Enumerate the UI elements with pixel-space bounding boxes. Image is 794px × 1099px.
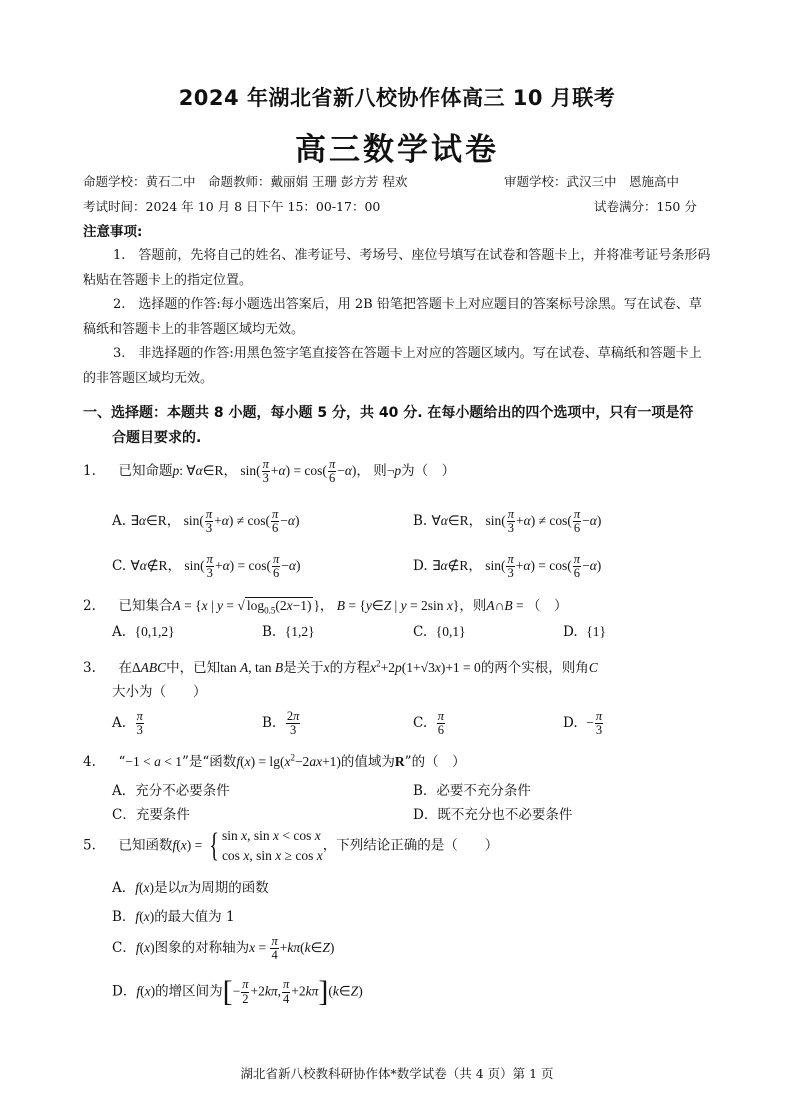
- exam-title: 2024 年湖北省新八校协作体高三 10 月联考: [178, 86, 616, 110]
- question-number: 4.: [83, 754, 96, 770]
- question-3: 3. 在ΔABC中，已知tan A, tan B是关于x的方程$x^2+2p(1+√3x)+1 = 0$的两个实根，则角C: [83, 658, 598, 676]
- question-number: 3.: [83, 660, 96, 676]
- option-4a: A．充分不必要条件: [112, 783, 230, 799]
- option-5d: D．f(x)的增区间为[− $\frac{\pi}{2}$ +2kπ, $\frac{\pi}{4}$ +2kπ](k∈Z): [112, 975, 363, 1008]
- option-3c: C. $\frac{\pi}{6}$: [413, 709, 444, 738]
- math: p: [172, 463, 180, 479]
- fraction: $\frac{\pi}{3}$: [262, 457, 269, 486]
- question-number: 2.: [83, 598, 96, 614]
- option-3a: A. $\frac{\pi}{3}$: [112, 709, 143, 738]
- question-4: 4. “−1 < a < 1”是“函数$f(x) = \lg(x^2-2ax+1)$的值域为R”的（ ）: [83, 752, 466, 770]
- question-text: 已知集合: [118, 598, 173, 614]
- option-1d: D. ∃α∉R， sin( $\frac{\pi}{3}$ +α) = cos( $\frac{\pi}{6}$ −α): [413, 552, 602, 581]
- section-heading-cont: 合题目要求的.: [112, 430, 202, 446]
- question-3-cont: 大小为（ ）: [112, 684, 207, 700]
- meta-authors: 命题学校：黄石二中 命题教师：戴丽娟 王珊 彭方芳 程欢: [83, 174, 408, 189]
- option-4d: D．既不充分也不必要条件: [413, 807, 573, 823]
- note-item-1: 1. 答题前，先将自己的姓名、准考证号、考场号、座位号填写在试卷和答题卡上，并将准考证号条形码粘贴在答题卡上的指定位置。: [83, 248, 711, 288]
- question-1: 1. 已知命题p: ∀α∈R， sin( $\frac{\pi}{3}$ +α) = cos( $\frac{\pi}{6}$ −α)， 则¬p为（ ）: [83, 457, 456, 486]
- note-item-2: 2. 选择题的作答:每小题选出答案后，用 2B 铅笔把答题卡上对应题目的答案标号涂黑。写在试卷、草稿纸和答题卡上的非答题区域均无效。: [83, 297, 702, 337]
- option-4c: C．充要条件: [112, 807, 190, 823]
- question-number: 5.: [83, 837, 96, 854]
- page-footer: 湖北省新八校教科研协作体*数学试卷（共 4 页）第 1 页: [240, 1066, 554, 1081]
- exam-subtitle: 高三数学试卷: [295, 132, 499, 168]
- option-2b: B. {1,2}: [262, 624, 315, 640]
- section-heading: 一、选择题：本题共 8 小题，每小题 5 分，共 40 分. 在每小题给出的四个选项中，只有一项是符: [83, 405, 694, 421]
- option-2a: A. {0,1,2}: [112, 624, 175, 640]
- option-1b: B. ∀α∈R， sin( $\frac{\pi}{3}$ +α) ≠ cos( $\frac{\pi}{6}$ −α): [413, 507, 602, 536]
- meta-reviewers: 审题学校：武汉三中 恩施高中: [504, 174, 680, 189]
- option-3d: D. − $\frac{\pi}{3}$: [563, 709, 603, 738]
- option-3b: B. $\frac{2\pi}{3}$: [262, 709, 300, 738]
- option-1a: A. ∃α∈R， sin( $\frac{\pi}{3}$ +α) ≠ cos( $\frac{\pi}{6}$ −α): [112, 507, 300, 536]
- option-5c: C．f(x)图象的对称轴为x = $\frac{\pi}{4}$ +kπ(k∈Z): [112, 934, 335, 963]
- option-5a: A．f(x)是以π为周期的函数: [112, 880, 269, 896]
- piecewise-cases: sin x, sin x < cos x cos x, sin x ≥ cos x: [221, 828, 323, 863]
- option-2c: C. {0,1}: [413, 624, 466, 640]
- option-4b: B．必要不充分条件: [413, 783, 531, 799]
- question-2: 2. 已知集合A = {x | y = √ $\log_{0.5}(2x-1)$ }， B = {y∈Z | y = 2sin x}，则A∩B = （ ）: [83, 598, 568, 616]
- note-item-3: 3. 非选择题的作答:用黑色签字笔直接答在答题卡上对应的答题区域内。写在试卷、草稿纸和答题卡上的非答题区域均无效。: [83, 346, 702, 386]
- notes-heading: 注意事项:: [83, 224, 143, 240]
- option-5b: B．f(x)的最大值为 1: [112, 909, 235, 925]
- option-2d: D. {1}: [563, 624, 606, 640]
- question-5: 5. 已知函数f(x) = { sin x, sin x < cos x cos x, sin x ≥ cos x ，下列结论正确的是（ ）: [83, 827, 499, 864]
- question-text: 已知命题: [118, 463, 173, 480]
- option-1c: C. ∀α∉R， sin( $\frac{\pi}{3}$ +α) = cos( $\frac{\pi}{6}$ −α): [112, 552, 301, 581]
- question-number: 1.: [83, 463, 96, 480]
- meta-exam-time: 考试时间：2024 年 10 月 8 日下午 15：00-17：00: [83, 199, 381, 214]
- meta-full-score: 试卷满分：150 分: [594, 199, 697, 214]
